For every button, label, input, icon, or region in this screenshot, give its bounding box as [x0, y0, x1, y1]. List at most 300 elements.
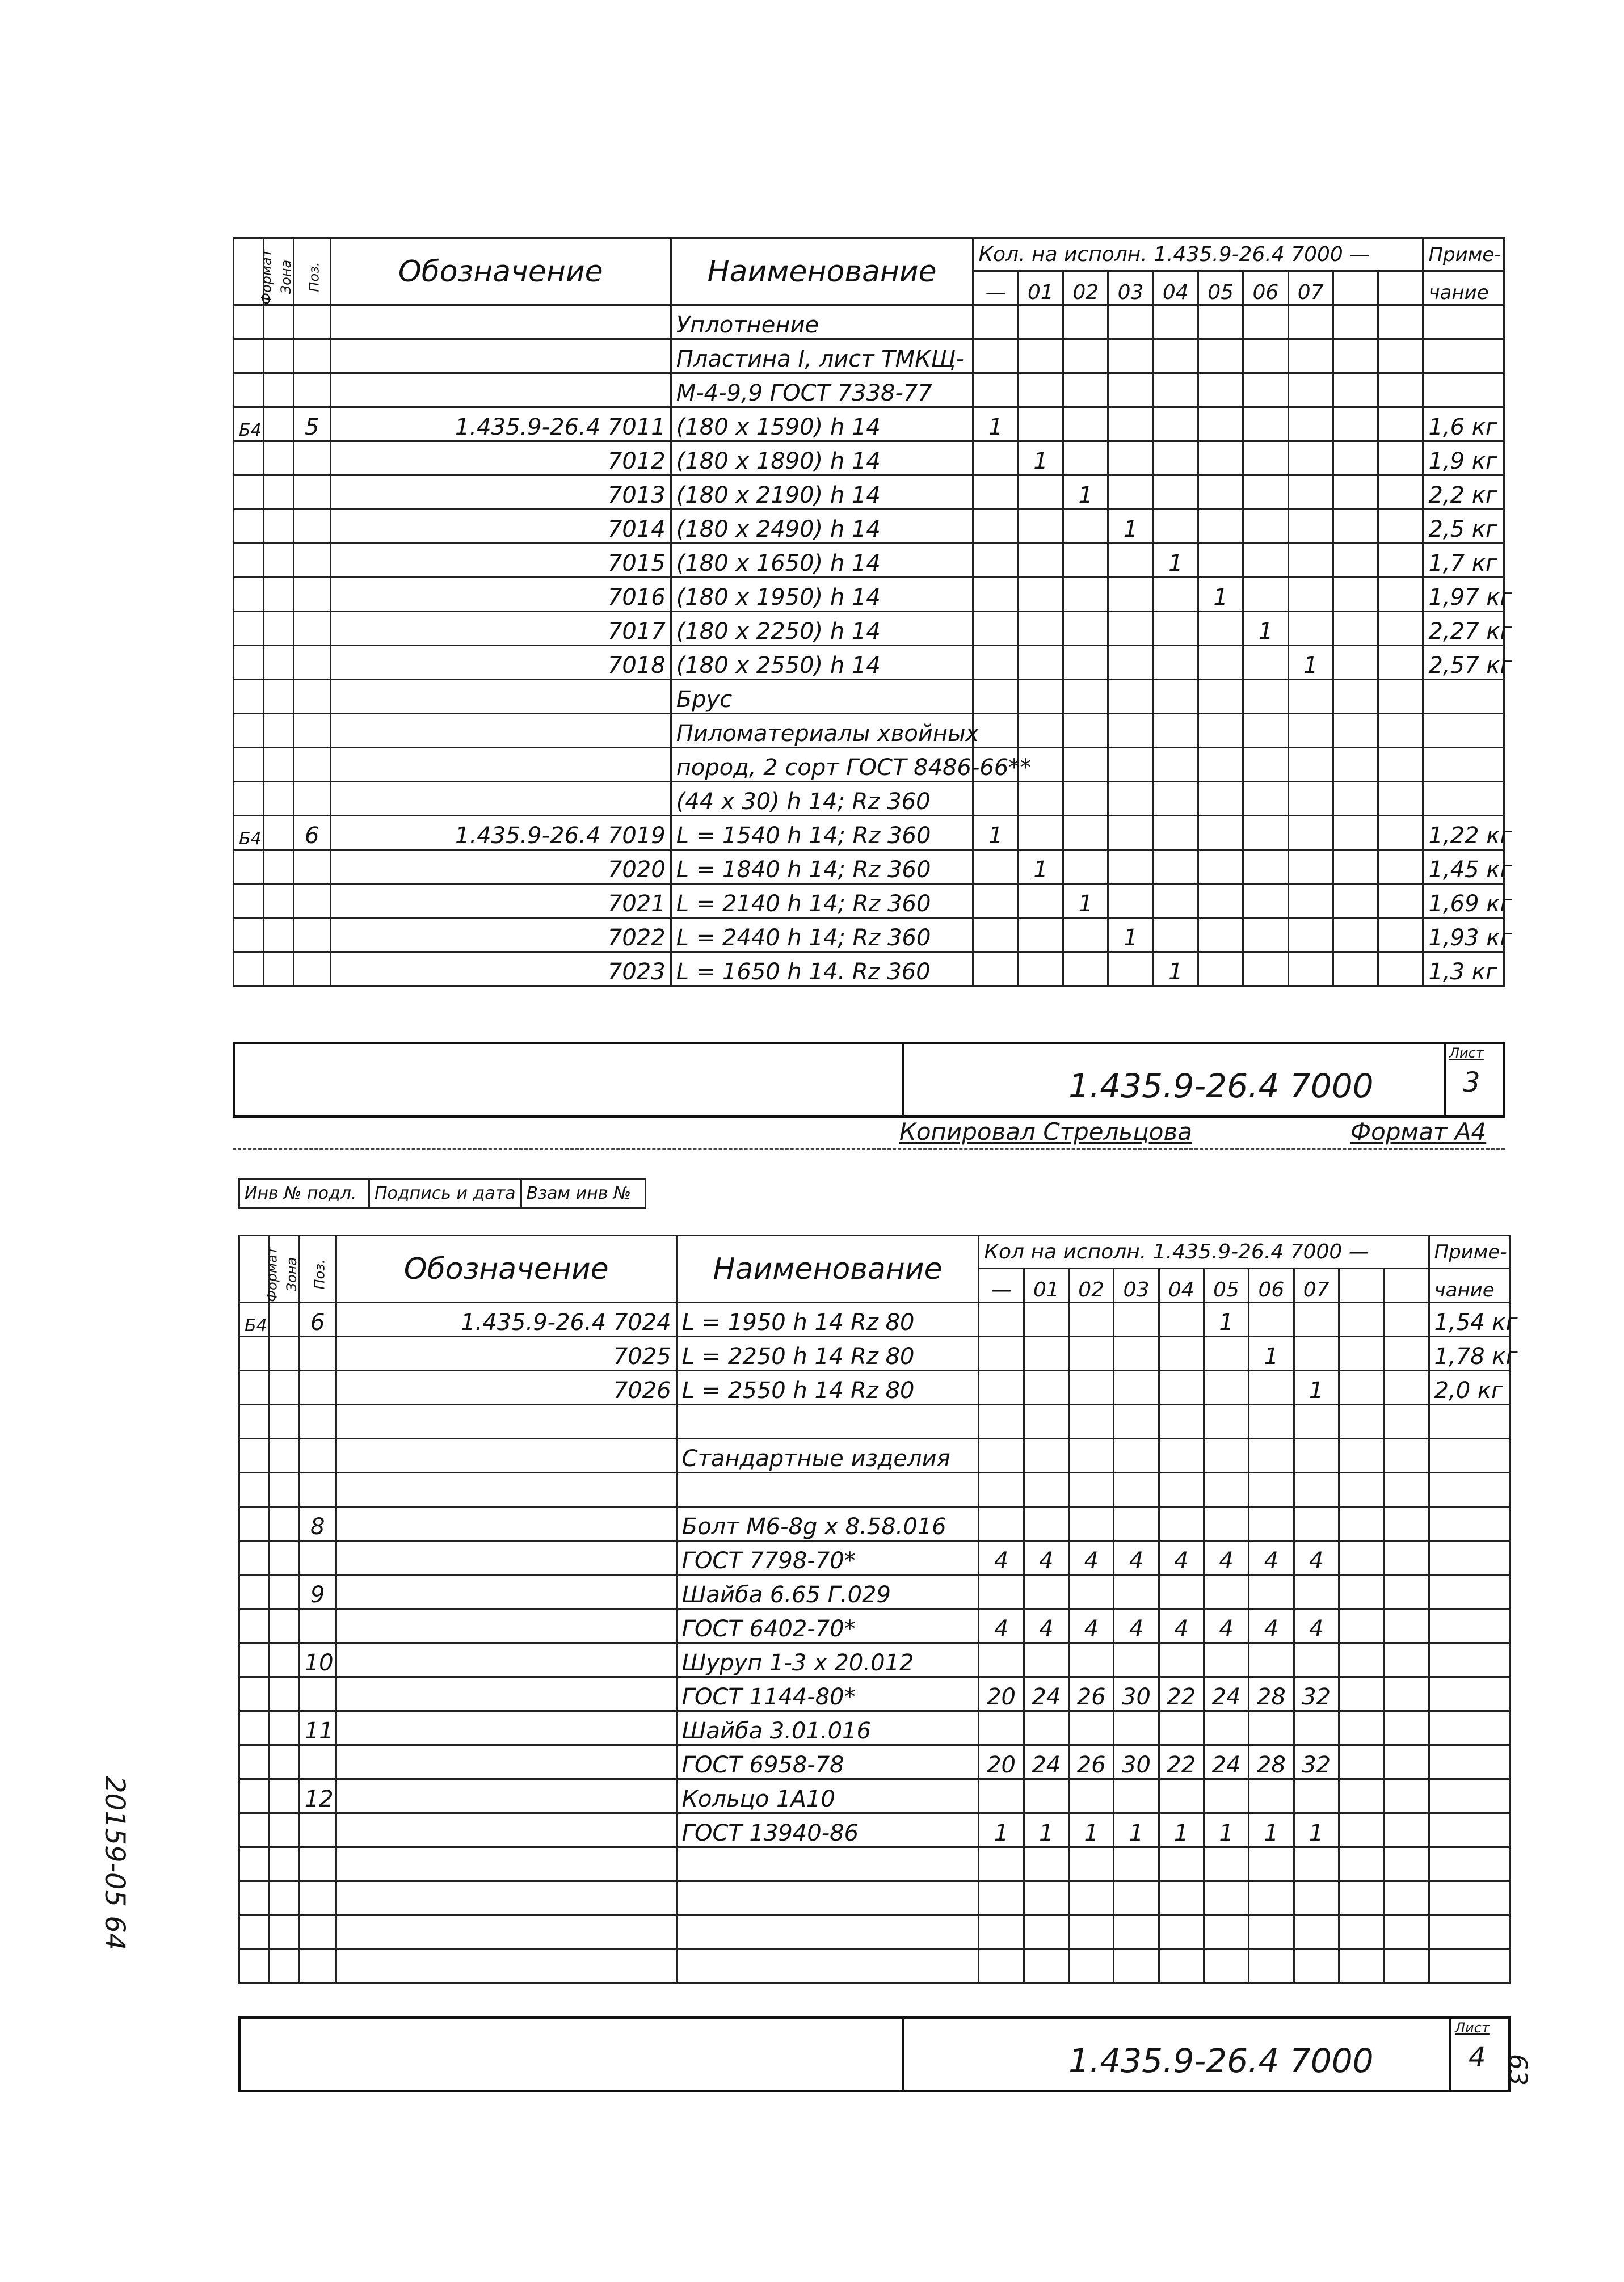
cell-zone [263, 850, 293, 884]
table-row [234, 475, 1504, 510]
cell-qty [1204, 1439, 1248, 1473]
cell-qty [1198, 612, 1243, 646]
cell-designation: 7025 [336, 1337, 676, 1371]
header-variant: — [973, 271, 1018, 305]
table-row [239, 1575, 1510, 1609]
cell-qty [1069, 1507, 1114, 1541]
cell-qty [979, 1507, 1024, 1541]
cell-qty: 1 [1204, 1303, 1248, 1337]
cell-name: L = 2250 h 14 Rz 80 [676, 1337, 979, 1371]
cell-qty [1288, 407, 1333, 441]
table-row [234, 918, 1504, 952]
cell-qty: 1 [1288, 646, 1333, 680]
cell-qty [1069, 1473, 1114, 1507]
cell-qty [1243, 680, 1288, 714]
header-variant: 04 [1153, 271, 1198, 305]
cell-qty [1249, 1847, 1294, 1881]
cell-qty [1153, 578, 1198, 612]
cell-format [239, 1677, 270, 1711]
cell-format [234, 714, 264, 748]
header-format-label: Формат [264, 1246, 280, 1302]
cell-qty [1198, 339, 1243, 373]
cell-name: Пиломатериалы хвойных [671, 714, 973, 748]
cell-qty [1114, 1575, 1159, 1609]
cell-qty [1159, 1643, 1204, 1677]
stamp-1-code: 1.435.9-26.4 7000 [1068, 1067, 1374, 1105]
cell-name: (180 x 1890) h 14 [671, 441, 973, 475]
cell-qty [1108, 680, 1153, 714]
cell-qty [1384, 1847, 1429, 1881]
cell-qty [1063, 748, 1108, 782]
cell-format [239, 1507, 270, 1541]
table-row [239, 1541, 1510, 1575]
cell-qty [1378, 544, 1423, 578]
stamp-1-sheet-number: 3 [1463, 1067, 1480, 1098]
cell-qty: 1 [1249, 1813, 1294, 1847]
cell-note [1429, 1541, 1509, 1575]
stamp-1-code-cell [902, 1044, 1453, 1115]
stamp-1-sheet-label: Лист [1449, 1045, 1484, 1061]
cell-qty [1204, 1575, 1248, 1609]
cell-qty [1288, 373, 1333, 407]
cell-qty [1024, 1881, 1068, 1915]
cell-qty [1114, 1303, 1159, 1337]
cell-qty [1108, 339, 1153, 373]
header-variant: 01 [1024, 1269, 1068, 1303]
header-variant: 07 [1288, 271, 1333, 305]
cell-format [234, 305, 264, 339]
cell-zone [263, 714, 293, 748]
cell-qty [1378, 407, 1423, 441]
cell-qty: 32 [1294, 1745, 1339, 1779]
cell-format [234, 680, 264, 714]
cell-pos: 8 [299, 1507, 336, 1541]
table-row [239, 1950, 1510, 1984]
sign-inv: Инв № подл. [239, 1179, 369, 1208]
cell-qty [1294, 1643, 1339, 1677]
cell-designation [336, 1881, 676, 1915]
cell-format [234, 782, 264, 816]
cell-format [234, 475, 264, 510]
cell-qty [1198, 441, 1243, 475]
cell-format: Б4 [234, 816, 264, 850]
cell-format: Б4 [239, 1303, 270, 1337]
cell-zone [263, 578, 293, 612]
cell-zone [263, 305, 293, 339]
cell-note [1423, 339, 1504, 373]
cell-qty [1024, 1371, 1068, 1405]
cell-qty [1069, 1779, 1114, 1813]
cell-name: Брус [671, 680, 973, 714]
cell-designation [336, 1915, 676, 1950]
cell-qty [1249, 1950, 1294, 1984]
cell-qty [979, 1575, 1024, 1609]
cell-qty: 1 [1198, 578, 1243, 612]
cell-pos [299, 1745, 336, 1779]
cell-qty [1018, 884, 1063, 918]
cell-designation [336, 1643, 676, 1677]
stamp-2-sheet-number: 4 [1469, 2041, 1486, 2073]
cell-qty [1384, 1371, 1429, 1405]
cell-qty [1198, 918, 1243, 952]
spec-table-2 [238, 1235, 1518, 1984]
cell-qty [1018, 475, 1063, 510]
cell-name: М-4-9,9 ГОСТ 7338-77 [671, 373, 973, 407]
table-row [239, 1711, 1510, 1745]
cell-qty: 1 [1153, 544, 1198, 578]
cell-qty [1288, 952, 1333, 986]
cell-qty [1024, 1847, 1068, 1881]
cell-qty: 4 [1294, 1541, 1339, 1575]
cell-qty [1384, 1643, 1429, 1677]
cell-qty [1249, 1643, 1294, 1677]
header-variant [1333, 271, 1378, 305]
cell-designation [336, 1507, 676, 1541]
header-variant: 01 [1018, 271, 1063, 305]
cell-qty [1153, 510, 1198, 544]
table-row [234, 339, 1504, 373]
cell-pos [293, 612, 330, 646]
table-row [234, 714, 1504, 748]
cell-qty [973, 918, 1018, 952]
cell-designation [336, 1813, 676, 1847]
cell-qty [1108, 748, 1153, 782]
cell-note: 1,78 кг [1429, 1337, 1509, 1371]
cell-pos [293, 544, 330, 578]
cell-qty [1069, 1643, 1114, 1677]
cell-format [234, 441, 264, 475]
cell-note: 1,97 кг [1423, 578, 1504, 612]
cell-qty: 1 [973, 816, 1018, 850]
cell-qty [1108, 305, 1153, 339]
footer-copied: Копировал Стрельцова [899, 1118, 1192, 1146]
cell-qty [973, 646, 1018, 680]
cell-designation: 1.435.9-26.4 7011 [330, 407, 671, 441]
header-variant: 06 [1243, 271, 1288, 305]
cell-note [1423, 680, 1504, 714]
cell-qty: 1 [1243, 612, 1288, 646]
cell-qty [1339, 1677, 1383, 1711]
cell-qty [1018, 816, 1063, 850]
cell-qty [979, 1847, 1024, 1881]
cell-note: 1,45 кг [1423, 850, 1504, 884]
cell-qty [1288, 884, 1333, 918]
cell-name: ГОСТ 7798-70* [676, 1541, 979, 1575]
cell-qty [1204, 1405, 1248, 1439]
cell-qty: 4 [1069, 1609, 1114, 1643]
cell-qty [1243, 952, 1288, 986]
cell-note [1423, 748, 1504, 782]
cell-qty: 1 [1153, 952, 1198, 986]
cell-pos [293, 918, 330, 952]
cell-qty [1198, 407, 1243, 441]
cell-qty [1243, 407, 1288, 441]
cell-pos [293, 510, 330, 544]
cell-qty [1384, 1745, 1429, 1779]
cell-zone [263, 816, 293, 850]
cell-qty [979, 1779, 1024, 1813]
cell-qty [1204, 1915, 1248, 1950]
cell-qty [1069, 1881, 1114, 1915]
cell-format [234, 510, 264, 544]
cell-qty [1159, 1950, 1204, 1984]
table-row [239, 1609, 1510, 1643]
cell-designation [336, 1439, 676, 1473]
cell-note [1429, 1847, 1509, 1881]
cell-zone [269, 1371, 299, 1405]
cell-format [239, 1813, 270, 1847]
cell-qty [1378, 475, 1423, 510]
cell-name: L = 2440 h 14; Rz 360 [671, 918, 973, 952]
cell-qty [1378, 714, 1423, 748]
cell-format [234, 646, 264, 680]
cell-qty: 28 [1249, 1677, 1294, 1711]
cell-qty [1114, 1711, 1159, 1745]
table-row [239, 1507, 1510, 1541]
cell-note: 1,22 кг [1423, 816, 1504, 850]
cell-qty [1153, 850, 1198, 884]
cell-name: L = 1540 h 14; Rz 360 [671, 816, 973, 850]
cell-qty [1384, 1779, 1429, 1813]
header-name: Наименование [676, 1236, 979, 1303]
cell-qty [1333, 952, 1378, 986]
cell-qty [979, 1643, 1024, 1677]
cell-qty [1378, 646, 1423, 680]
cell-qty [1159, 1779, 1204, 1813]
cell-qty: 1 [1063, 475, 1108, 510]
cell-zone [263, 952, 293, 986]
cell-qty: 1 [1108, 510, 1153, 544]
table-row [239, 1813, 1510, 1847]
cell-pos [299, 1609, 336, 1643]
cell-qty [1378, 441, 1423, 475]
cell-name: ГОСТ 1144-80* [676, 1677, 979, 1711]
cell-qty [1114, 1371, 1159, 1405]
cell-qty [979, 1439, 1024, 1473]
cell-qty [979, 1337, 1024, 1371]
cell-qty [973, 510, 1018, 544]
table-row [234, 952, 1504, 986]
cell-qty [1024, 1337, 1068, 1371]
cell-qty [1159, 1847, 1204, 1881]
cell-zone [269, 1541, 299, 1575]
cell-qty [973, 441, 1018, 475]
cell-zone [263, 646, 293, 680]
cell-qty [1063, 339, 1108, 373]
cell-qty [1108, 884, 1153, 918]
cell-qty: 30 [1114, 1677, 1159, 1711]
cell-qty: 4 [979, 1541, 1024, 1575]
cell-qty [1108, 612, 1153, 646]
cell-qty [979, 1405, 1024, 1439]
cell-qty [1243, 748, 1288, 782]
sign-block [238, 1178, 646, 1209]
cell-qty [1108, 952, 1153, 986]
cell-name: пород, 2 сорт ГОСТ 8486-66** [671, 748, 973, 782]
cell-qty [1378, 850, 1423, 884]
cell-qty [1339, 1337, 1383, 1371]
cell-name: L = 2550 h 14 Rz 80 [676, 1371, 979, 1405]
cell-designation [330, 680, 671, 714]
cell-qty [1108, 441, 1153, 475]
cell-qty [1114, 1779, 1159, 1813]
cell-qty [1069, 1303, 1114, 1337]
header-format [234, 238, 275, 305]
cell-qty: 1 [1018, 850, 1063, 884]
header-row [239, 1236, 1510, 1269]
cell-format [239, 1439, 270, 1473]
cell-qty [1114, 1473, 1159, 1507]
cell-qty [1378, 884, 1423, 918]
cell-qty: 1 [1249, 1337, 1294, 1371]
cell-qty [1333, 373, 1378, 407]
cell-qty [1069, 1847, 1114, 1881]
cell-qty [973, 714, 1018, 748]
cell-qty [1384, 1711, 1429, 1745]
cell-pos [293, 578, 330, 612]
cell-note: 2,2 кг [1423, 475, 1504, 510]
header-variant: 02 [1063, 271, 1108, 305]
cell-format [239, 1881, 270, 1915]
cell-zone [269, 1473, 299, 1507]
cell-format [234, 612, 264, 646]
cell-qty: 4 [979, 1609, 1024, 1643]
cell-qty [1204, 1881, 1248, 1915]
header-variant: 05 [1198, 271, 1243, 305]
header-zone-label: Зона [278, 259, 294, 294]
cell-zone [263, 748, 293, 782]
cell-pos [293, 748, 330, 782]
cell-qty [1339, 1813, 1383, 1847]
cell-zone [269, 1303, 299, 1337]
cell-qty [1378, 816, 1423, 850]
cell-zone [263, 680, 293, 714]
cell-qty [1153, 748, 1198, 782]
cell-qty: 1 [1294, 1813, 1339, 1847]
cell-qty [1288, 714, 1333, 748]
cell-note [1429, 1881, 1509, 1915]
cell-qty: 4 [1069, 1541, 1114, 1575]
cell-pos [293, 339, 330, 373]
cell-note [1429, 1711, 1509, 1745]
cell-designation [330, 748, 671, 782]
table-row [234, 680, 1504, 714]
cell-qty [1384, 1881, 1429, 1915]
cell-qty [1153, 646, 1198, 680]
header-note-1: Приме- [1423, 238, 1504, 271]
stamp-2-sheet-box [1449, 2019, 1508, 2090]
cell-qty [1294, 1950, 1339, 1984]
cell-qty [1249, 1575, 1294, 1609]
cell-name: ГОСТ 6958-78 [676, 1745, 979, 1779]
cell-qty [1243, 339, 1288, 373]
cell-name: L = 1840 h 14; Rz 360 [671, 850, 973, 884]
cell-qty [1243, 782, 1288, 816]
cell-pos: 6 [299, 1303, 336, 1337]
table-row [239, 1779, 1510, 1813]
cell-qty [1153, 782, 1198, 816]
cell-format [234, 373, 264, 407]
cell-note [1429, 1405, 1509, 1439]
header-designation: Обозначение [330, 238, 671, 305]
cell-qty [1108, 544, 1153, 578]
table-row [239, 1371, 1510, 1405]
cell-qty [1333, 441, 1378, 475]
cell-designation [336, 1405, 676, 1439]
cell-qty [1333, 544, 1378, 578]
cell-qty: 20 [979, 1677, 1024, 1711]
cell-qty [1249, 1473, 1294, 1507]
cell-name [676, 1405, 979, 1439]
cell-qty [1018, 646, 1063, 680]
cell-pos: 12 [299, 1779, 336, 1813]
cell-pos [299, 1371, 336, 1405]
cell-qty [979, 1881, 1024, 1915]
cell-designation [330, 305, 671, 339]
cell-qty [973, 373, 1018, 407]
cell-qty: 30 [1114, 1745, 1159, 1779]
cell-qty [1063, 918, 1108, 952]
cell-qty [1339, 1371, 1383, 1405]
cell-zone [269, 1507, 299, 1541]
cell-qty [1384, 1950, 1429, 1984]
cell-qty [1024, 1507, 1068, 1541]
table-row [234, 646, 1504, 680]
cell-qty [1384, 1507, 1429, 1541]
table-row [239, 1439, 1510, 1473]
cell-qty: 4 [1204, 1609, 1248, 1643]
cell-zone [269, 1711, 299, 1745]
cell-qty [979, 1473, 1024, 1507]
spec-table-1 [233, 237, 1512, 987]
cell-qty [1339, 1609, 1383, 1643]
cell-designation: 7013 [330, 475, 671, 510]
cell-qty [1063, 714, 1108, 748]
cell-qty [973, 305, 1018, 339]
cell-qty [1384, 1439, 1429, 1473]
corner-number: 63 [1503, 2054, 1532, 2086]
cell-qty: 24 [1024, 1745, 1068, 1779]
cell-zone [269, 1439, 299, 1473]
cell-name: Болт М6-8g x 8.58.016 [676, 1507, 979, 1541]
cell-name: Шуруп 1-3 x 20.012 [676, 1643, 979, 1677]
cell-designation [336, 1950, 676, 1984]
cell-note [1429, 1677, 1509, 1711]
cell-pos [293, 475, 330, 510]
cell-pos [293, 952, 330, 986]
cell-designation [330, 714, 671, 748]
cell-designation: 7022 [330, 918, 671, 952]
cell-qty: 1 [979, 1813, 1024, 1847]
cell-note [1423, 373, 1504, 407]
cell-qty [1024, 1643, 1068, 1677]
cell-qty [1288, 578, 1333, 612]
cell-note [1429, 1950, 1509, 1984]
cell-zone [269, 1677, 299, 1711]
cell-qty [979, 1915, 1024, 1950]
cell-designation: 1.435.9-26.4 7024 [336, 1303, 676, 1337]
cell-format [239, 1711, 270, 1745]
table-row [234, 782, 1504, 816]
stamp-2-code-cell [902, 2019, 1458, 2090]
cell-qty [1288, 612, 1333, 646]
cell-note [1429, 1609, 1509, 1643]
cell-qty [973, 475, 1018, 510]
cell-pos [293, 305, 330, 339]
cell-qty [1198, 475, 1243, 510]
table-row [239, 1745, 1510, 1779]
cell-qty [1063, 850, 1108, 884]
